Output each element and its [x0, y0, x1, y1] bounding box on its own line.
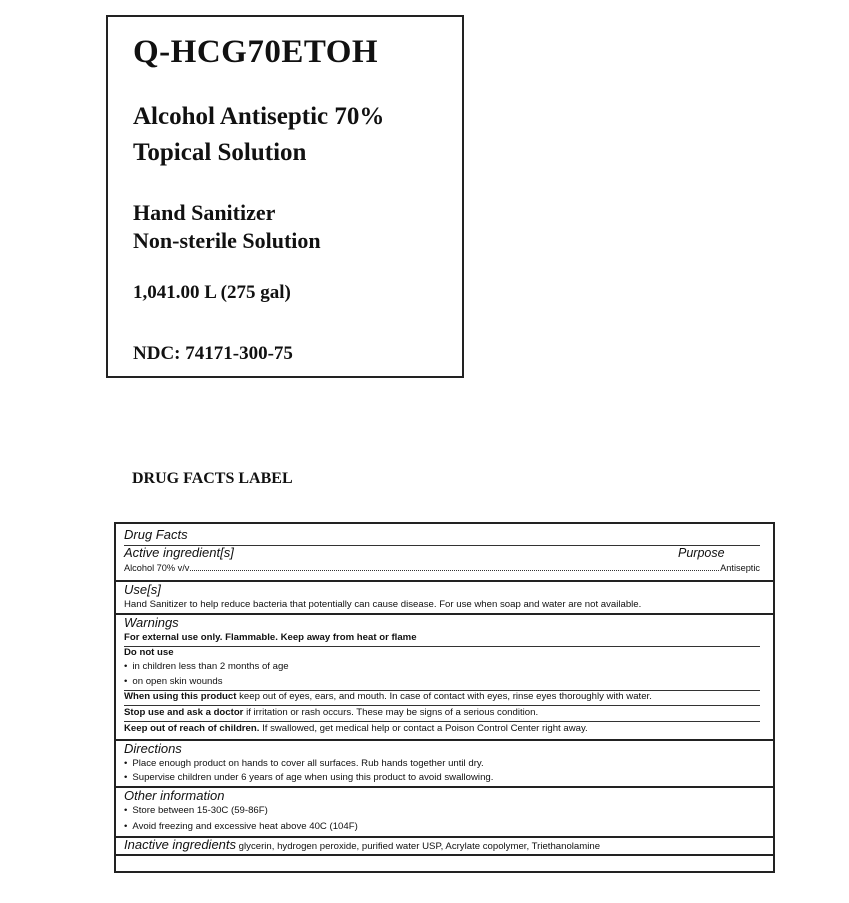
other-information-item: • Store between 15-30C (59-86F) — [124, 805, 268, 816]
product-volume: 1,041.00 L (275 gal) — [133, 282, 291, 303]
uses-section — [116, 580, 773, 615]
stop-use-warning: Stop use and ask a doctor if irritation or rash occurs. These may be signs of a serious condition. — [124, 707, 539, 718]
divider — [124, 721, 760, 722]
inactive-ingredients: Inactive ingredients glycerin, hydrogen peroxide, purified water USP, Acrylate copolymer, Triethanolamine — [124, 837, 601, 852]
active-ingredient-row — [124, 563, 760, 573]
warning-external-use: For external use only. Flammable. Keep away from heat or flame — [124, 632, 417, 643]
active-ingredient-value: Alcohol 70% v/v — [124, 563, 190, 573]
ndc-number: NDC: 74171-300-75 — [133, 343, 293, 364]
other-information-item: • Avoid freezing and excessive heat above 40C (104F) — [124, 821, 358, 832]
uses-heading: Use[s] — [124, 582, 161, 597]
divider — [124, 705, 760, 706]
do-not-use-item: • in children less than 2 months of age — [124, 661, 289, 672]
keep-out-of-reach-warning: Keep out of reach of children. If swallowed, get medical help or contact a Poison Control Center right away. — [124, 723, 588, 734]
product-name-line1: Alcohol Antiseptic 70% — [133, 103, 385, 130]
divider — [124, 646, 760, 647]
product-code: Q-HCG70ETOH — [133, 34, 379, 70]
warnings-section — [116, 613, 773, 741]
uses-text: Hand Sanitizer to help reduce bacteria that potentially can cause disease. For use when soap and water are not available. — [124, 599, 642, 610]
directions-item: • Supervise children under 6 years of age when using this product to avoid swallowing. — [124, 772, 493, 783]
drug-facts-title: Drug Facts — [124, 527, 188, 542]
purpose-heading: Purpose — [678, 546, 725, 560]
do-not-use-heading: Do not use — [124, 647, 174, 658]
when-using-warning: When using this product keep out of eyes, ears, and mouth. In case of contact with eyes, rinse eyes thoroughly with water. — [124, 691, 652, 702]
product-desc-line2: Non-sterile Solution — [133, 228, 321, 253]
do-not-use-item: • on open skin wounds — [124, 676, 223, 687]
other-information-heading: Other information — [124, 788, 225, 803]
inactive-ingredients-section — [116, 836, 773, 856]
active-ingredient-heading: Active ingredient[s] — [124, 545, 234, 560]
principal-display-panel — [106, 15, 464, 378]
drug-facts-label-heading: DRUG FACTS LABEL — [132, 470, 293, 487]
dot-leader — [190, 570, 719, 571]
other-information-section — [116, 786, 773, 838]
directions-item: • Place enough product on hands to cover all surfaces. Rub hands together until dry. — [124, 758, 484, 769]
active-ingredient-section — [116, 524, 773, 582]
product-name-line2: Topical Solution — [133, 139, 307, 166]
directions-heading: Directions — [124, 741, 182, 756]
directions-section — [116, 739, 773, 788]
warnings-heading: Warnings — [124, 615, 179, 630]
product-desc-line1: Hand Sanitizer — [133, 200, 276, 225]
drug-facts-panel — [114, 522, 775, 873]
active-purpose-value: Antiseptic — [720, 563, 760, 573]
